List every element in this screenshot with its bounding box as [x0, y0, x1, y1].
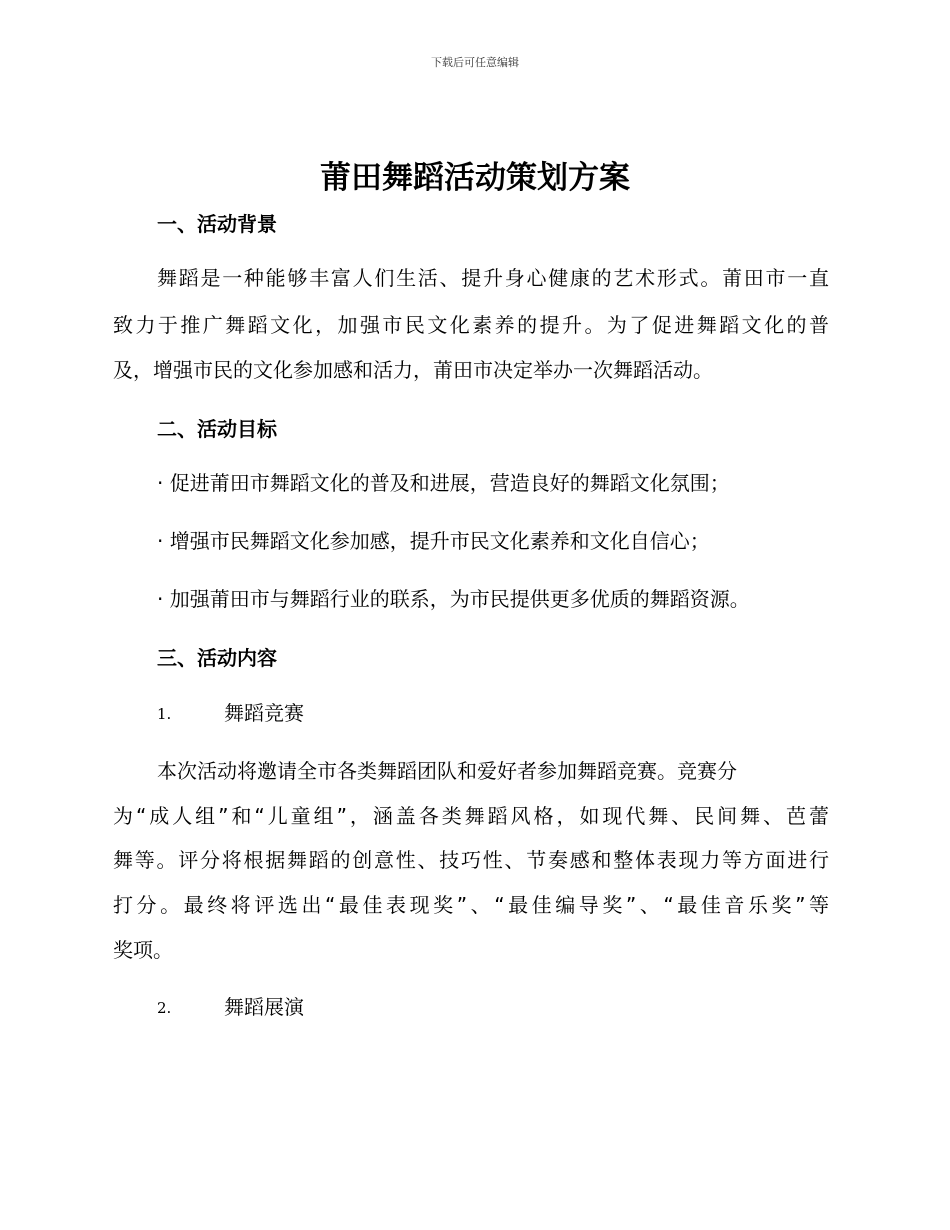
list-number: 1. [157, 705, 172, 723]
paragraph-line: 致力于推广舞蹈文化，加强市民文化素养的提升。为了促进舞蹈文化的普 [113, 313, 829, 337]
list-number: 2. [157, 999, 172, 1017]
paragraph-line: 奖项。 [113, 938, 173, 962]
paragraph-line: 为“成人组”和“儿童组”，涵盖各类舞蹈风格，如现代舞、民间舞、芭蕾 [113, 804, 829, 828]
section-heading-goals: 二、活动目标 [157, 417, 277, 441]
header-note: 下载后可任意编辑 [431, 56, 519, 69]
paragraph-line: 打分。最终将评选出“最佳表现奖”、“最佳编导奖”、“最佳音乐奖”等 [113, 893, 829, 917]
goal-bullet-item: · 增强市民舞蹈文化参加感，提升市民文化素养和文化自信心； [157, 529, 710, 553]
goal-bullet-item: · 促进莆田市舞蹈文化的普及和进展，营造良好的舞蹈文化氛围； [157, 471, 730, 495]
paragraph-line: 舞蹈是一种能够丰富人们生活、提升身心健康的艺术形式。莆田市一直 [157, 266, 829, 290]
paragraph-line: 及，增强市民的文化参加感和活力，莆田市决定举办一次舞蹈活动。 [113, 358, 713, 382]
subsection-label-dance-showcase: 舞蹈展演 [224, 995, 304, 1019]
document-title: 莆田舞蹈活动策划方案 [320, 160, 630, 196]
paragraph-line: 舞等。评分将根据舞蹈的创意性、技巧性、节奏感和整体表现力等方面进行 [113, 848, 829, 872]
section-heading-content: 三、活动内容 [157, 646, 277, 670]
section-heading-background: 一、活动背景 [157, 212, 277, 236]
subsection-label-dance-competition: 舞蹈竞赛 [224, 701, 304, 725]
paragraph-line: 本次活动将邀请全市各类舞蹈团队和爱好者参加舞蹈竞赛。竞赛分 [157, 759, 737, 783]
goal-bullet-item: · 加强莆田市与舞蹈行业的联系，为市民提供更多优质的舞蹈资源。 [157, 587, 750, 611]
